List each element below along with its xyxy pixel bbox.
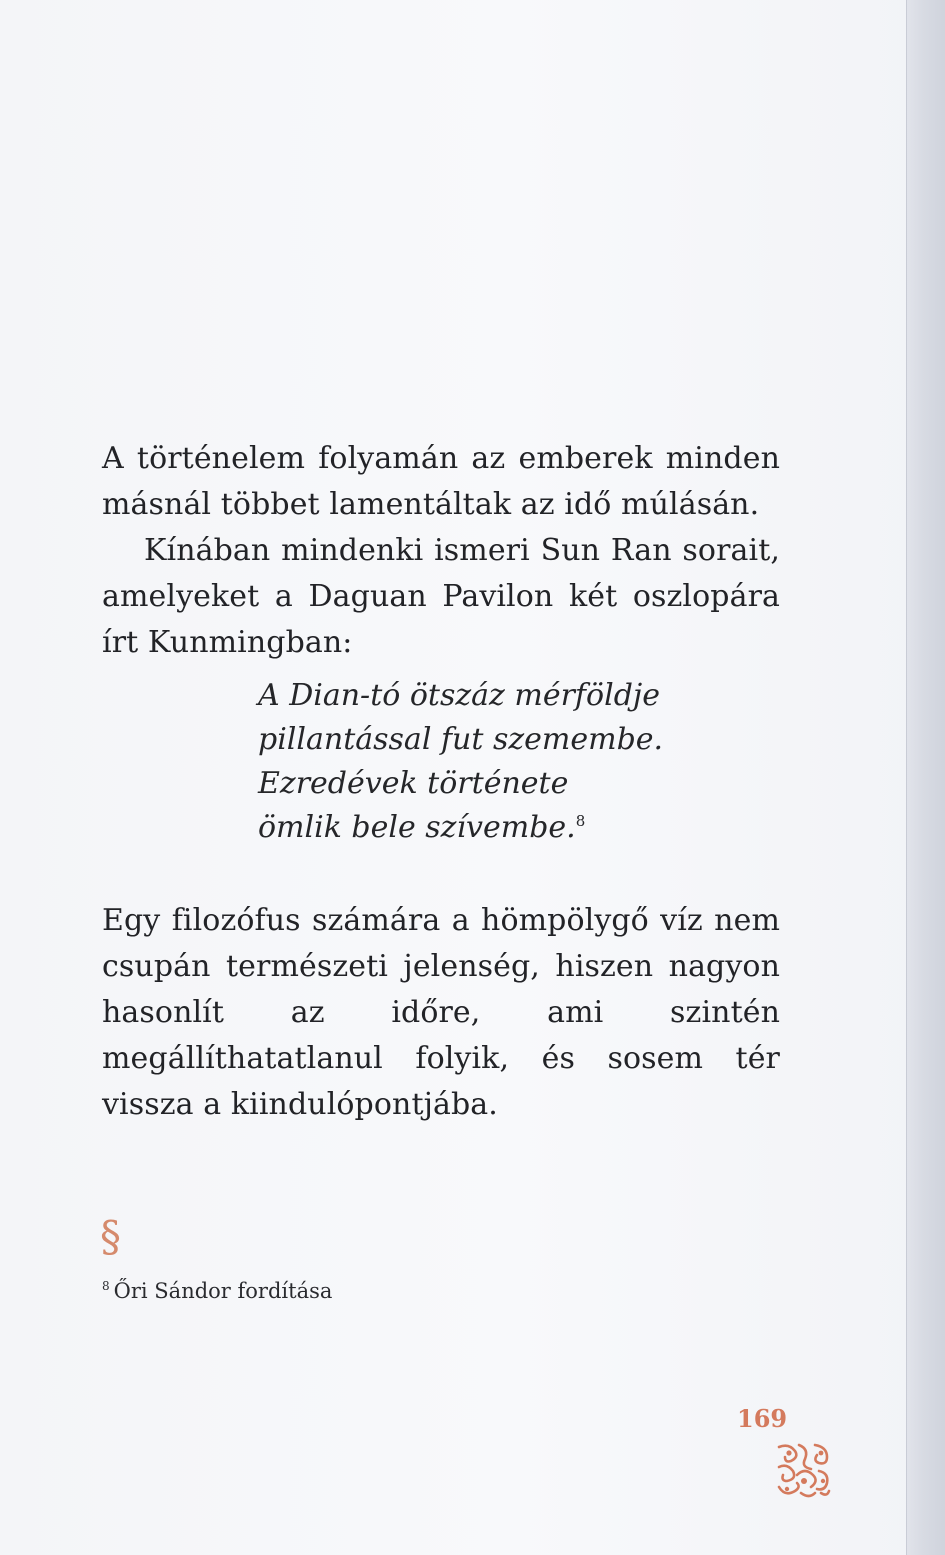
paragraph-sun-ran: Kínában mindenki ismeri Sun Ran sorait, amelyeket a Daguan Pavilon két oszlopára írt Kunmingban: [102,533,780,660]
poem-line: A Dian-tó ötszáz mérföldje [258,678,660,713]
footnote [102,1276,332,1306]
poem-block [258,674,663,850]
paragraph-water-time: Egy filozófus számára a hömpölygő víz nem csupán természeti jelenség, hiszen nagyon hasonlít az időre, ami szintén megállíthatatlanul folyik, és sosem tér vissza a kiindulópontjába. [102,903,780,1122]
paragraph-time-lament: A történelem folyamán az emberek minden másnál többet lamentáltak az idő múlásán. [102,441,780,522]
floral-ornament-icon [775,1441,833,1499]
footnote-text: Őri Sándor fordítása [113,1279,333,1303]
poem-line: Ezredévek története [258,766,569,801]
section-mark-icon: § [100,1212,121,1261]
intro-text-block [102,436,780,666]
poem-line: pillantással fut szemembe. [258,722,664,757]
philosophy-text-block [102,898,780,1128]
poem-line: ömlik bele szívembe. [258,810,576,845]
page-edge [906,0,945,1555]
page-number: 169 [737,1404,788,1433]
poem-last-line [258,806,663,850]
footnote-reference: 8 [575,812,586,830]
footnote-number: 8 [102,1279,110,1293]
